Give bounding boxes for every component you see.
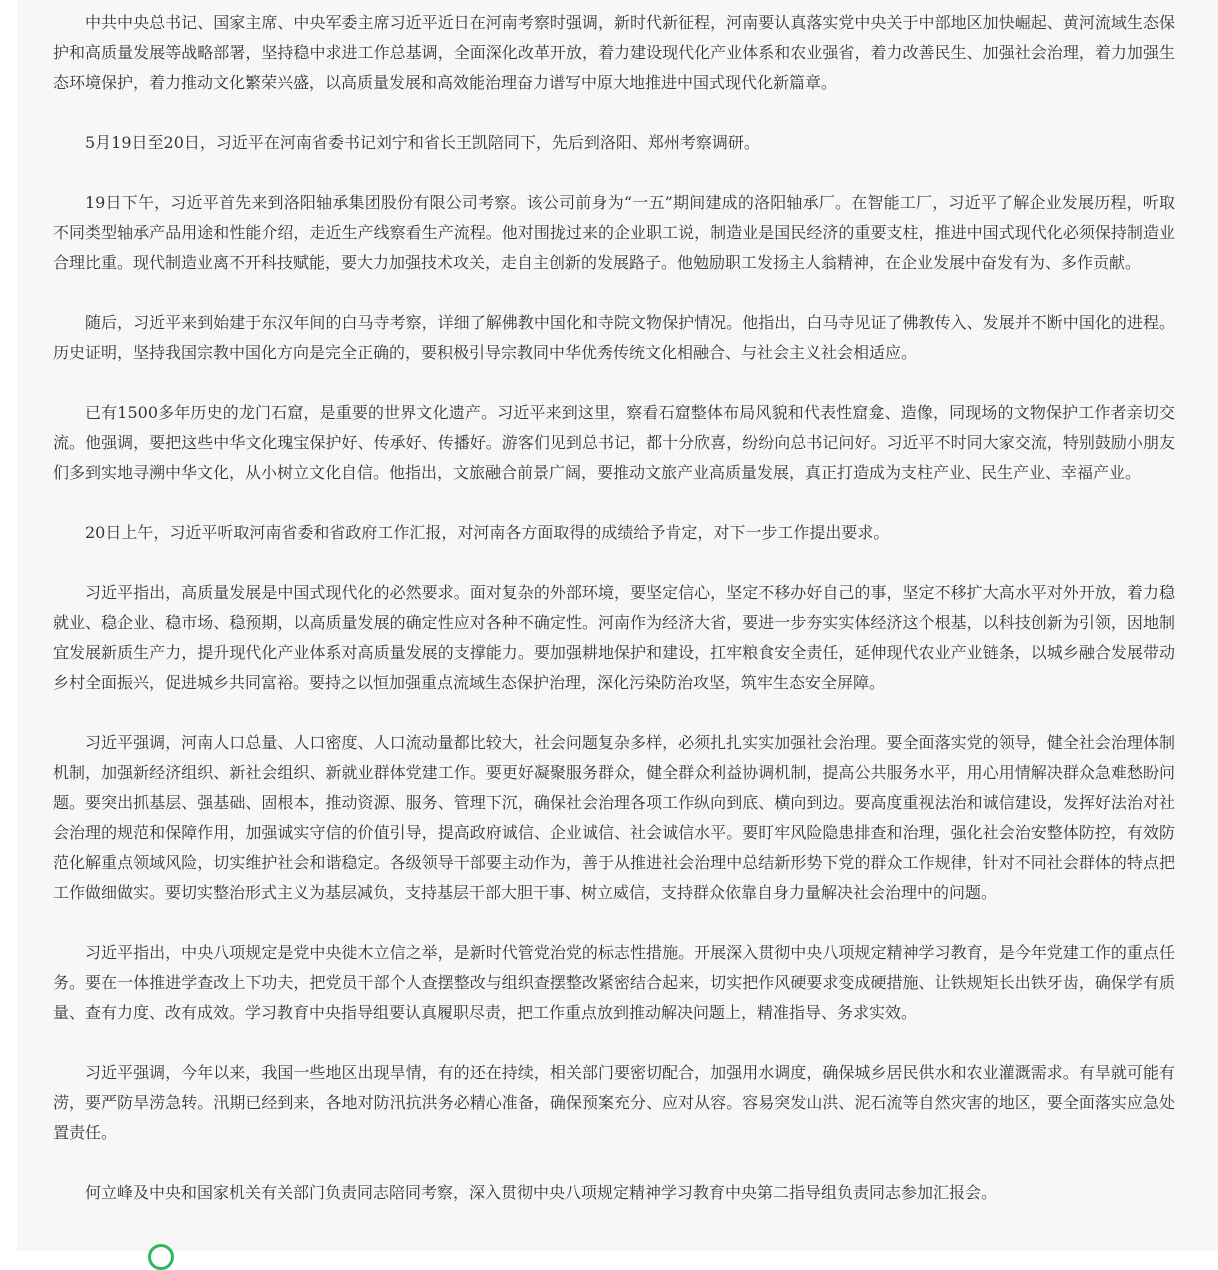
- article-paragraph: 5月19日至20日，习近平在河南省委书记刘宁和省长王凯陪同下，先后到洛阳、郑州考察调研。: [85, 133, 760, 152]
- article-paragraph: 习近平指出，中央八项规定是党中央徙木立信之举，是新时代管党治党的标志性措施。开展深入贯彻中央八项规定精神学习教育，是今年党建工作的重点任务。要在一体推进学查改上下功夫，把党员干部个人查摆整改与组织查摆整改紧密结合起来，切实把作风硬要求变成硬措施、让铁规矩长出铁牙齿，确保学有质量、查有力度、改有成效。学习教育中央指导组要认真履职尽责，把工作重点放到推动解决问题上，精准指导、务求实效。: [53, 943, 1175, 1022]
- article-paragraph: 20日上午，习近平听取河南省委和省政府工作汇报，对河南各方面取得的成绩给予肯定，对下一步工作提出要求。: [85, 523, 890, 542]
- article-paragraph: 习近平强调，今年以来，我国一些地区出现旱情，有的还在持续，相关部门要密切配合，加强用水调度，确保城乡居民供水和农业灌溉需求。有旱就可能有涝，要严防旱涝急转。汛期已经到来，各地对防汛抗洪务必精心准备，确保预案充分、应对从容。容易突发山洪、泥石流等自然灾害的地区，要全面落实应急处置责任。: [53, 1063, 1175, 1142]
- partial-circle-icon: [148, 1244, 174, 1270]
- article-paragraph: 何立峰及中央和国家机关有关部门负责同志陪同考察，深入贯彻中央八项规定精神学习教育中央第二指导组负责同志参加汇报会。: [85, 1183, 998, 1202]
- article-paragraph: 19日下午，习近平首先来到洛阳轴承集团股份有限公司考察。该公司前身为“一五”期间建成的洛阳轴承厂。在智能工厂，习近平了解企业发展历程，听取不同类型轴承产品用途和性能介绍，走近生产线察看生产流程。他对围拢过来的企业职工说，制造业是国民经济的重要支柱，推进中国式现代化必须保持制造业合理比重。现代制造业离不开科技赋能，要大力加强技术攻关，走自主创新的发展路子。他勉励职工发扬主人翁精神，在企业发展中奋发有为、多作贡献。: [53, 193, 1175, 272]
- article-paragraph: 习近平强调，河南人口总量、人口密度、人口流动量都比较大，社会问题复杂多样，必须扎扎实实加强社会治理。要全面落实党的领导，健全社会治理体制机制，加强新经济组织、新社会组织、新就业群体党建工作。要更好凝聚服务群众，健全群众利益协调机制，提高公共服务水平，用心用情解决群众急难愁盼问题。要突出抓基层、强基础、固根本，推动资源、服务、管理下沉，确保社会治理各项工作纵向到底、横向到边。要高度重视法治和诚信建设，发挥好法治对社会治理的规范和保障作用，加强诚实守信的价值引导，提高政府诚信、企业诚信、社会诚信水平。要盯牢风险隐患排查和治理，强化社会治安整体防控，有效防范化解重点领域风险，切实维护社会和谐稳定。各级领导干部要主动作为，善于从推进社会治理中总结新形势下党的群众工作规律，针对不同社会群体的特点把工作做细做实。要切实整治形式主义为基层减负，支持基层干部大胆干事、树立威信，支持群众依靠自身力量解决社会治理中的问题。: [53, 733, 1175, 902]
- article-paragraph: 中共中央总书记、国家主席、中央军委主席习近平近日在河南考察时强调，新时代新征程，河南要认真落实党中央关于中部地区加快崛起、黄河流域生态保护和高质量发展等战略部署，坚持稳中求进工作总基调，全面深化改革开放，着力建设现代化产业体系和农业强省，着力改善民生、加强社会治理，着力加强生态环境保护，着力推动文化繁荣兴盛，以高质量发展和高效能治理奋力谱写中原大地推进中国式现代化新篇章。: [53, 13, 1175, 92]
- article-paragraph: 随后，习近平来到始建于东汉年间的白马寺考察，详细了解佛教中国化和寺院文物保护情况。他指出，白马寺见证了佛教传入、发展并不断中国化的进程。历史证明，坚持我国宗教中国化方向是完全正确的，要积极引导宗教同中华优秀传统文化相融合、与社会主义社会相适应。: [53, 313, 1175, 362]
- article-body: [53, 8, 1175, 1238]
- article-paragraph: 习近平指出，高质量发展是中国式现代化的必然要求。面对复杂的外部环境，要坚定信心，坚定不移办好自己的事，坚定不移扩大高水平对外开放，着力稳就业、稳企业、稳市场、稳预期，以高质量发展的确定性应对各种不确定性。河南作为经济大省，要进一步夯实实体经济这个根基，以科技创新为引领，因地制宜发展新质生产力，提升现代化产业体系对高质量发展的支撑能力。要加强耕地保护和建设，扛牢粮食安全责任，延伸现代农业产业链条，以城乡融合发展带动乡村全面振兴，促进城乡共同富裕。要持之以恒加强重点流域生态保护治理，深化污染防治攻坚，筑牢生态安全屏障。: [53, 583, 1175, 692]
- page-background: [17, 0, 1218, 1251]
- article-paragraph: 已有1500多年历史的龙门石窟，是重要的世界文化遗产。习近平来到这里，察看石窟整体布局风貌和代表性窟龛、造像，同现场的文物保护工作者亲切交流。他强调，要把这些中华文化瑰宝保护好、传承好、传播好。游客们见到总书记，都十分欣喜，纷纷向总书记问好。习近平不时同大家交流，特别鼓励小朋友们多到实地寻溯中华文化，从小树立文化自信。他指出，文旅融合前景广阔，要推动文旅产业高质量发展，真正打造成为支柱产业、民生产业、幸福产业。: [53, 403, 1175, 482]
